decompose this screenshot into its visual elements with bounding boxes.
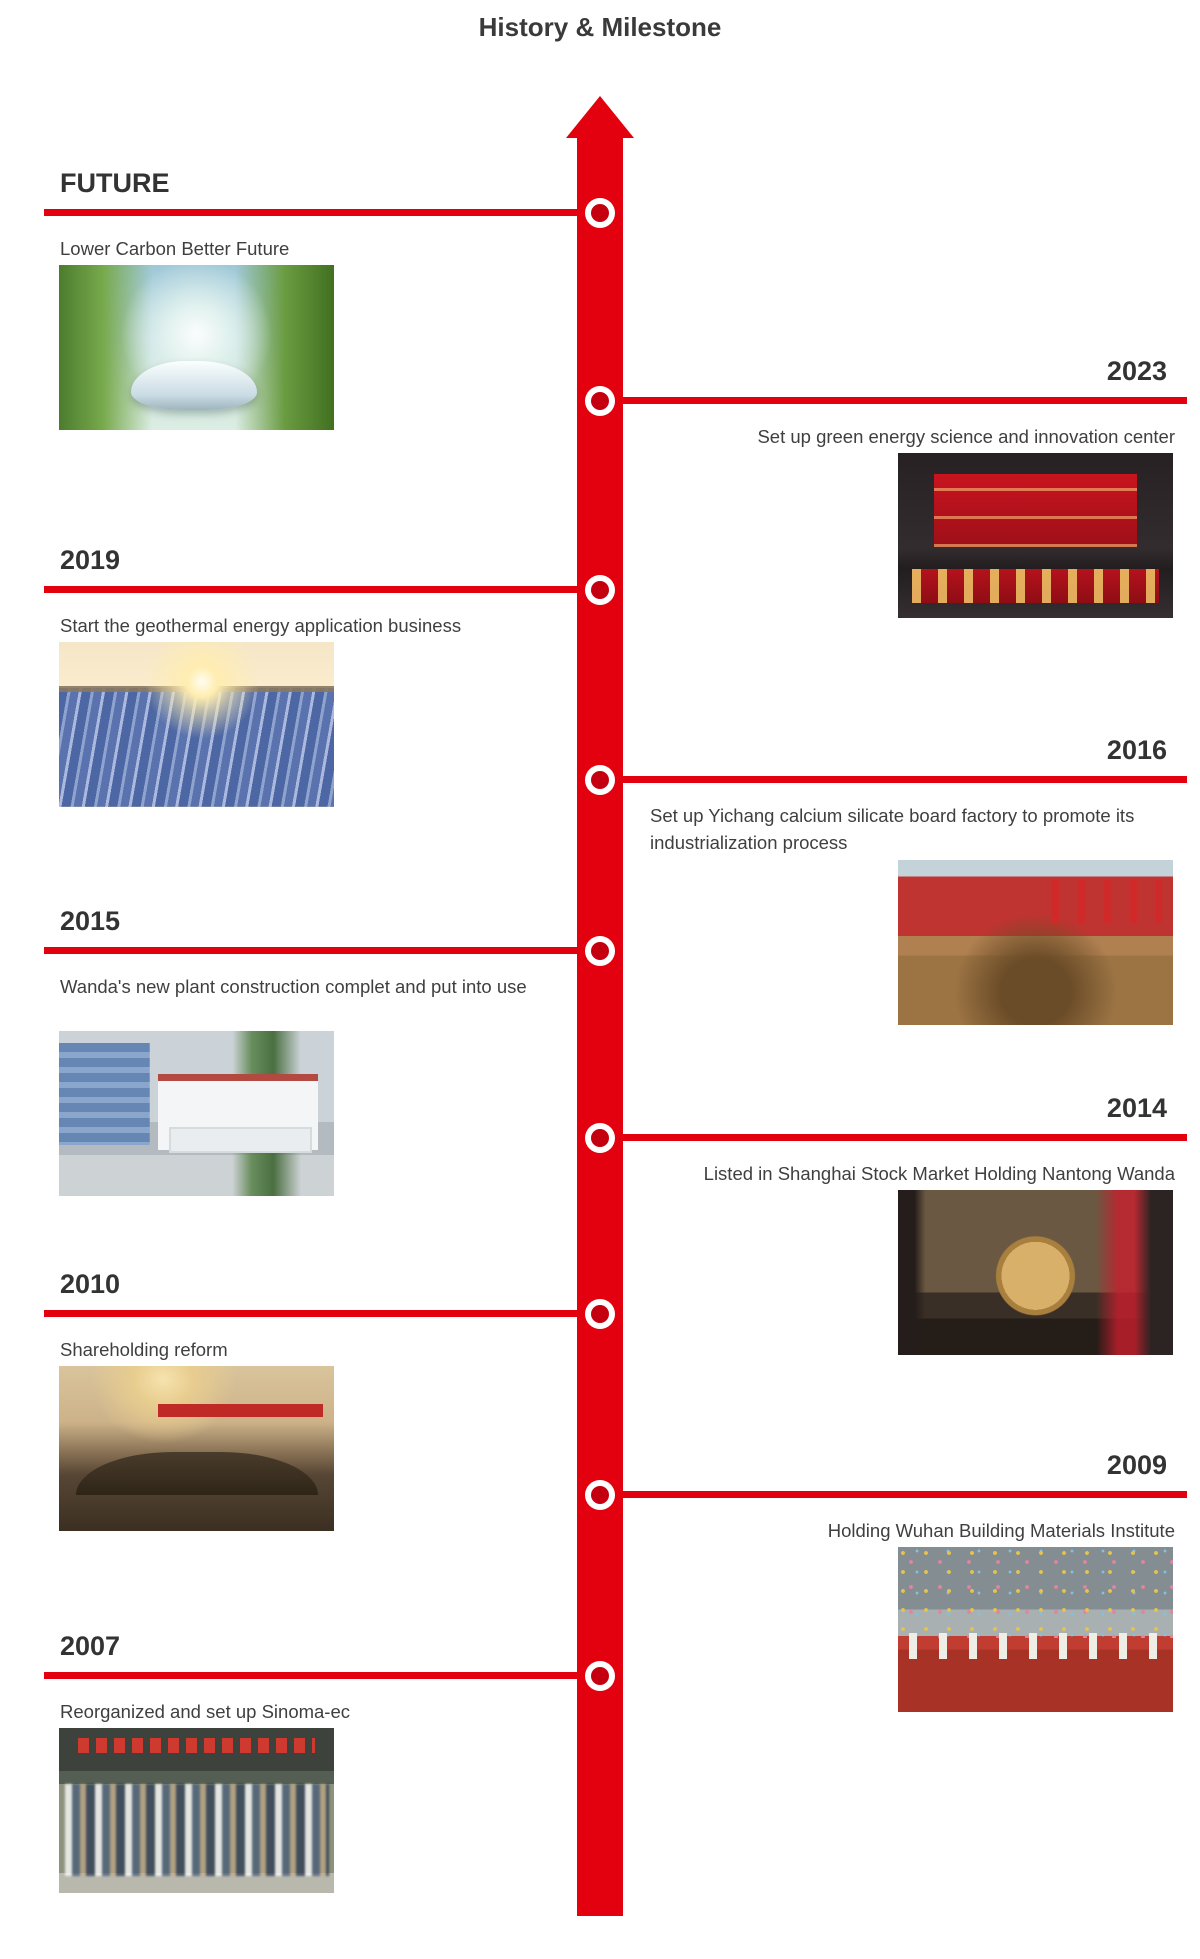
timeline-node-dot: [591, 771, 609, 789]
milestone-description: Start the geothermal energy application business: [60, 615, 462, 636]
timeline-node-dot: [591, 392, 609, 410]
milestone-description: Wanda's new plant construction complet and put into use: [60, 976, 527, 997]
milestone-photo-staff-group-photo: [59, 1728, 334, 1893]
milestone-year: 2007: [60, 1631, 121, 1661]
timeline-node-dot: [591, 1129, 609, 1147]
connector-line: [600, 1491, 1187, 1498]
milestone-year: 2010: [60, 1269, 121, 1299]
milestone-description: Lower Carbon Better Future: [60, 238, 290, 259]
timeline-node: [585, 575, 615, 605]
milestone-year: 2016: [1106, 735, 1167, 765]
milestone-photo-groundbreaking-ceremony: [898, 860, 1173, 1025]
timeline-node-dot: [591, 1305, 609, 1323]
connector-line: [44, 586, 600, 593]
timeline-node: [585, 1661, 615, 1691]
timeline-node-dot: [591, 581, 609, 599]
timeline-node-dot: [591, 204, 609, 222]
milestone-description: Set up green energy science and innovation center: [757, 426, 1175, 447]
connector-line: [600, 1134, 1187, 1141]
connector-line: [44, 1672, 600, 1679]
milestone-year: 2009: [1106, 1450, 1167, 1480]
timeline-node: [585, 198, 615, 228]
milestone-year: 2023: [1106, 356, 1167, 386]
timeline-arrow-head-icon: [566, 96, 634, 138]
connector-line: [44, 947, 600, 954]
milestone-description: Listed in Shanghai Stock Market Holding Nantong Wanda: [703, 1163, 1175, 1184]
milestone-year: 2015: [60, 906, 121, 936]
milestone-photo-solar-farm: [59, 642, 334, 807]
timeline-node-dot: [591, 1667, 609, 1685]
timeline-node: [585, 765, 615, 795]
milestone-year: FUTURE: [60, 168, 170, 198]
milestone-photo-wanda-plant: [59, 1031, 334, 1196]
milestone-year: 2014: [1106, 1093, 1167, 1123]
timeline-node: [585, 386, 615, 416]
milestone-photo-ribbon-cutting: [898, 1547, 1173, 1712]
milestone-photo-future-concept-car: [59, 265, 334, 430]
milestone-description: Shareholding reform: [60, 1339, 228, 1360]
timeline-node: [585, 1480, 615, 1510]
page-title: History & Milestone: [478, 12, 722, 42]
milestone-description: Holding Wuhan Building Materials Institute: [827, 1520, 1175, 1541]
timeline-node: [585, 936, 615, 966]
connector-line: [600, 397, 1187, 404]
milestone-description: Set up Yichang calcium silicate board factory to promote its industrialization process: [650, 805, 1135, 853]
milestone-year: 2019: [60, 545, 121, 575]
milestone-photo-shareholding-meeting: [59, 1366, 334, 1531]
connector-line: [44, 1310, 600, 1317]
connector-line: [44, 209, 600, 216]
milestone-photo-gong-listing-ceremony: [898, 1190, 1173, 1355]
timeline-node-dot: [591, 942, 609, 960]
timeline-node-dot: [591, 1486, 609, 1504]
milestone-photo-innovation-center-ceremony: [898, 453, 1173, 618]
connector-line: [600, 776, 1187, 783]
timeline-node: [585, 1123, 615, 1153]
timeline-node: [585, 1299, 615, 1329]
milestone-description: Reorganized and set up Sinoma-ec: [60, 1701, 351, 1722]
